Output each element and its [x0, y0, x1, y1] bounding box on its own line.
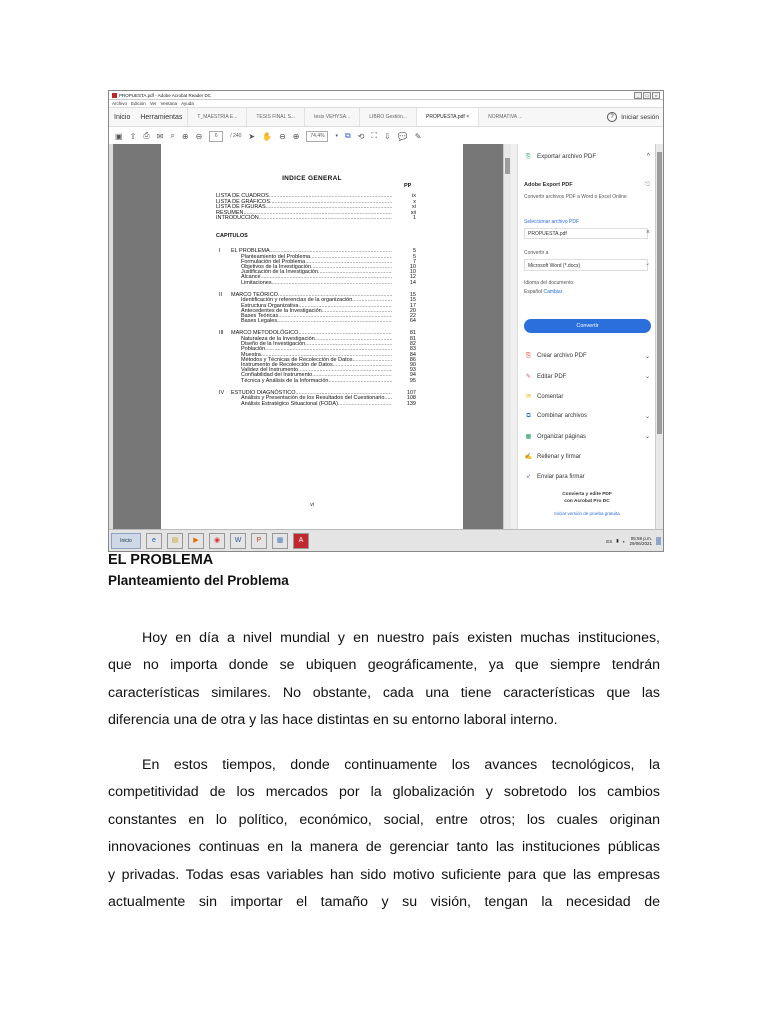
system-tray — [606, 536, 664, 546]
language-value: Español — [524, 289, 543, 295]
toc-item-2-4-page: 86 — [409, 356, 416, 363]
toc-item-1-3-label: Bases Teóricas — [241, 313, 279, 319]
tray-network-icon[interactable]: ▮ — [616, 538, 619, 543]
toc-item-0-0-page: 5 — [412, 253, 416, 260]
language-label: Idioma del documento: — [524, 280, 575, 286]
panel-scroll-thumb[interactable] — [657, 152, 662, 434]
menu-ayuda[interactable]: Ayuda — [181, 101, 194, 106]
toc-item-0-0-label: Planteamiento del Problema — [241, 253, 311, 260]
toc-item-1-4-dots — [277, 318, 392, 324]
tool-3-label: Combinar archivos — [537, 413, 588, 419]
doc-tab-active-label: PROPUESTA.pdf — [426, 114, 465, 120]
fit-page-icon[interactable]: ⧉ — [344, 131, 351, 140]
doc-tab-1[interactable]: T_MAESTRIA E... — [187, 108, 246, 126]
doc-tab-2[interactable]: TESIS FINAL S... — [246, 108, 304, 126]
document-scroll-thumb[interactable] — [505, 158, 510, 174]
tool-0-label: Crear archivo PDF — [537, 353, 587, 359]
section-subheading: Planteamiento del Problema — [108, 573, 289, 588]
p2-text-1: competitividad de los mercados por la globalización y sobretodo los cambios — [108, 784, 660, 801]
toc-item-0-4-label: Alcance — [241, 274, 261, 281]
toc-item-1-4-page: 64 — [409, 318, 416, 325]
acrobat-app-icon — [112, 93, 117, 98]
page-number-input[interactable]: 6 — [209, 131, 223, 142]
pdf-page — [161, 144, 463, 529]
comment-tool-icon[interactable]: 💬 — [397, 131, 408, 141]
toc-item-0-4-page: 12 — [409, 274, 416, 281]
signin-link[interactable]: Iniciar sesión — [621, 113, 659, 121]
send-sign-icon: ➶ — [525, 474, 532, 480]
tool-4-chevron-icon[interactable]: ⌄ — [644, 434, 650, 440]
notes-icon[interactable]: ▦ — [272, 533, 288, 549]
toc-item-0-5-label: Limitaciones — [241, 279, 272, 286]
next-page-icon[interactable]: ⊖ — [195, 131, 203, 141]
toc-chapter-2-label: MARCO METODOLÓGICO — [231, 330, 299, 337]
selected-file-field[interactable] — [524, 228, 648, 239]
tray-volume-icon[interactable]: ◐ — [622, 538, 626, 544]
word-icon[interactable]: W — [230, 533, 246, 549]
toc-item-2-6-page: 93 — [409, 367, 416, 374]
select-tool-icon[interactable]: ➤ — [248, 131, 256, 141]
doc-tab-4[interactable]: LIBRO Gestión... — [359, 108, 416, 126]
toc-item-0-5-page: 14 — [409, 279, 416, 286]
powerpoint-icon[interactable]: P — [251, 533, 267, 549]
format-dropdown-icon[interactable]: ⌄ — [644, 261, 650, 267]
p2-text-4: y privadas. Todas esas variables han sido motivo suficiente para que las empresas — [108, 866, 660, 883]
toc-item-1-0-page: 15 — [409, 297, 416, 304]
zoom-dropdown-icon[interactable]: ▾ — [335, 133, 338, 139]
menu-ventana[interactable]: Ventana — [160, 101, 178, 106]
email-icon[interactable]: ✉ — [156, 131, 164, 141]
toc-item-2-3-label: Muestra — [241, 351, 261, 358]
toc-item-2-5-page: 90 — [409, 362, 416, 368]
toc-chapter-2-page: 81 — [409, 330, 416, 337]
pdf-canvas[interactable] — [113, 144, 503, 529]
toc-item-2-8[interactable] — [241, 378, 416, 384]
window-titlebar — [109, 91, 663, 100]
toc-chapter-1-page: 15 — [409, 291, 416, 298]
ie-browser-icon[interactable]: e — [146, 533, 162, 549]
toc-entry-4-page: 1 — [412, 215, 416, 222]
tool-5[interactable] — [524, 453, 581, 460]
export-title: Exportar archivo PDF — [537, 153, 597, 160]
toc-item-0-5[interactable] — [241, 280, 416, 286]
toc-item-1-3-page: 22 — [409, 313, 416, 319]
comment-icon: ✉ — [525, 394, 532, 400]
media-player-icon[interactable]: ▶ — [188, 533, 204, 549]
toc-item-2-7-label: Confiabilidad del Instrumento — [241, 372, 313, 379]
toc-chapter-1-label: MARCO TEÓRICO — [231, 291, 278, 298]
p1-text-2: características similares. No obstante, cada una tiene características que las — [108, 684, 660, 701]
p2-line-0 — [108, 752, 660, 779]
convert-format-select[interactable] — [524, 259, 648, 271]
tool-4[interactable] — [524, 433, 586, 440]
windows-taskbar — [109, 529, 664, 552]
convert-format-value: Microsoft Word (*.docx) — [528, 263, 581, 269]
organize-icon: ▦ — [525, 434, 532, 440]
zoom-in-icon[interactable]: ⊕ — [292, 131, 300, 141]
window-controls — [634, 92, 660, 99]
doc-tab-3[interactable]: tesis VEHYSA... — [304, 108, 359, 126]
tool-0[interactable] — [524, 353, 587, 360]
toc-item-2-4-label: Métodos y Técnicas de Recolección de Datos — [241, 356, 353, 363]
chapter-heading: EL PROBLEMA — [108, 552, 214, 568]
toc-entry-1-label: LISTA DE GRÁFICOS — [216, 198, 270, 205]
toc-item-0-1-label: Formulación del Problema — [241, 258, 306, 265]
tool-6[interactable] — [524, 473, 585, 480]
p1-text-0: Hoy en día a nivel mundial y en nuestro país existen muchas instituciones, — [142, 630, 660, 646]
toc-chapter-3-page: 107 — [406, 389, 416, 396]
menu-bar — [109, 100, 663, 108]
p1-line-2 — [108, 680, 660, 707]
toc-item-2-1-page: 82 — [409, 341, 416, 348]
scroll-mode-icon[interactable]: ⇩ — [384, 131, 391, 141]
minimize-button[interactable]: _ — [634, 92, 642, 99]
toc-item-2-8-label: Técnica y Análisis de la Información — [241, 377, 329, 384]
language-change-link[interactable]: Cambiar — [543, 289, 563, 295]
tool-1[interactable] — [524, 373, 566, 380]
toc-item-3-1-page: 139 — [406, 400, 416, 407]
tool-0-chevron-icon[interactable]: ⌄ — [644, 354, 650, 360]
export-pdf-icon: ⎘ — [526, 153, 531, 160]
toc-title: INDICE GENERAL — [282, 175, 342, 182]
toc-item-3-1[interactable] — [241, 401, 416, 407]
rotate-icon[interactable]: ⟲ — [357, 131, 365, 141]
toc-item-0-5-dots — [272, 280, 392, 286]
share-icon[interactable]: ⎋ — [645, 182, 650, 188]
toc-chapter-num-0: I — [219, 248, 221, 254]
fill-sign-icon: ✍ — [524, 454, 533, 460]
hand-tool-icon[interactable]: ✋ — [262, 131, 273, 141]
toc-item-1-1-page: 17 — [409, 302, 416, 309]
toc-item-1-0-label: Identificación y referencias de la organización — [241, 297, 353, 304]
toc-entry-2-label: LISTA DE FIGURAS — [216, 204, 266, 211]
p1-text-3: diferencia una de otra y las hace distintas en su entorno laboral interno. — [108, 712, 558, 729]
export-header[interactable] — [524, 153, 596, 161]
tab-tools[interactable]: Herramientas — [140, 113, 183, 121]
tool-1-chevron-icon[interactable]: ⌄ — [644, 374, 650, 380]
tray-clock[interactable] — [629, 536, 652, 546]
p2-line-4 — [108, 862, 660, 889]
p1-line-3 — [108, 707, 660, 734]
toc-item-0-2-page: 10 — [409, 264, 416, 270]
doc-tab-active[interactable] — [416, 108, 478, 126]
toc-entry-3-label: RESUMEN — [216, 209, 244, 216]
tool-2-label: Comentar — [537, 394, 564, 400]
selected-file-name: PROPUESTA.pdf — [528, 231, 567, 237]
tab-bar — [109, 108, 663, 127]
search-icon[interactable]: ⌕ — [170, 131, 175, 140]
window-title: PROPUESTA.pdf - Adobe Acrobat Reader DC — [119, 92, 211, 98]
tray-language[interactable]: ES — [606, 538, 613, 544]
toc-item-2-2-page: 83 — [409, 346, 416, 353]
toc-chapters-header: CAPITULOS — [216, 233, 248, 239]
service-desc: Convertir archivos PDF a Word o Excel Online — [524, 194, 627, 200]
p2-line-2 — [108, 807, 660, 834]
tool-6-label: Enviar para firmar — [537, 474, 585, 480]
tray-time: 05:59 p.m. — [630, 536, 652, 541]
toc-item-0-3-label: Justificación de la Investigación — [241, 269, 319, 276]
p2-text-5: actualmente sin importar el tamaño y su visión, tengan la necesidad de — [108, 894, 660, 910]
convert-to-label: Convertir a — [524, 250, 549, 256]
page-footer-number: vi — [310, 502, 314, 508]
toc-entry-3-page: xii — [410, 209, 416, 216]
p2-text-2: constantes en lo político, económico, social, entre otros; los cuales originan — [108, 811, 660, 828]
menu-edicion[interactable]: Edición — [131, 101, 146, 106]
p1-line-1 — [108, 652, 660, 679]
p2-line-1 — [108, 779, 660, 806]
show-desktop-button[interactable] — [656, 537, 661, 545]
p2-text-0: En estos tiempos, donde continuamente los avances tecnológicos, la — [142, 757, 660, 773]
toc-item-3-0-label: Análisis y Presentación de los Resultados del Cuestionario — [241, 395, 385, 402]
promo-line2: con Acrobat Pro DC — [564, 499, 610, 504]
clear-file-icon[interactable]: × — [645, 229, 650, 236]
toc-item-2-1-label: Diseño de la Investigación — [241, 341, 306, 348]
start-button[interactable]: Inicio — [111, 533, 141, 549]
upload-icon[interactable]: ⇧ — [129, 131, 137, 141]
toc-item-1-2-label: Antecedentes de la Investigación — [241, 307, 322, 314]
toc-pp-header: PP — [404, 183, 412, 189]
tab-home[interactable]: Inicio — [114, 113, 131, 121]
p2-text-3: innovaciones continuas en la manera de gerenciar tanto las instituciones públicas — [108, 839, 660, 856]
toc-item-3-0-page: 108 — [406, 395, 416, 402]
toc-item-2-8-dots — [328, 378, 392, 384]
toc-item-2-5-label: Instrumento de Recolección de Datos — [241, 362, 333, 368]
toc-chapter-num-3: IV — [219, 389, 225, 396]
panel-scrollbar[interactable] — [655, 144, 664, 529]
toc-entry-1-page: x — [413, 198, 416, 205]
toc-chapter-num-1: II — [219, 291, 223, 298]
tool-4-label: Organizar páginas — [537, 434, 587, 440]
p2-line-5 — [108, 889, 660, 916]
tool-5-label: Rellenar y firmar — [537, 454, 582, 460]
save-icon[interactable]: ▣ — [115, 131, 123, 141]
prev-page-icon[interactable]: ⊕ — [181, 131, 189, 141]
acrobat-taskbar-icon[interactable]: A — [293, 533, 309, 549]
help-icon[interactable]: ? — [607, 112, 617, 122]
maximize-button[interactable]: □ — [643, 92, 651, 99]
page-total: / 240 — [230, 133, 242, 139]
toc-entry-0-page: ix — [412, 193, 416, 199]
document-area — [109, 144, 663, 529]
toc-item-1-2-page: 20 — [409, 307, 416, 314]
toc-item-2-8-page: 95 — [409, 377, 416, 384]
toc-item-0-2-label: Objetivos de la Investigación — [241, 264, 312, 270]
toc-item-3-1-dots — [338, 401, 392, 407]
toc-item-1-4-label: Bases Legales — [241, 318, 278, 325]
p1-text-1: que no importa donde se ubiquen geográficamente, ya que siempre tendrán — [108, 657, 660, 674]
promo-trial-link[interactable]: Iniciar versión de prueba gratuita — [554, 511, 620, 516]
tool-3[interactable] — [524, 413, 587, 420]
toc-entry-2-page: xi — [412, 204, 416, 211]
toc-entry-4-label: INTRODUCCIÓN — [216, 215, 259, 222]
create-pdf-icon: ⎘ — [526, 353, 531, 359]
toc-item-2-2-label: Población — [241, 346, 266, 353]
tool-1-label: Editar PDF — [537, 374, 567, 380]
menu-ver[interactable]: Ver — [149, 101, 157, 106]
convert-button[interactable]: Convertir — [524, 319, 651, 333]
tray-date: 29/06/2021 — [629, 541, 652, 546]
p1-line-0 — [108, 625, 660, 652]
language-row — [524, 289, 562, 295]
tool-3-chevron-icon[interactable]: ⌄ — [644, 414, 650, 420]
toc-item-2-0-label: Naturaleza de la Investigación — [241, 336, 315, 342]
toc-item-1-1-label: Estructura Organizativa — [241, 302, 299, 309]
export-collapse-icon[interactable]: ^ — [646, 153, 650, 160]
toc-item-2-3-page: 84 — [409, 351, 416, 358]
toc-chapter-0-page: 5 — [412, 248, 416, 254]
right-tools-panel — [517, 144, 656, 529]
service-name: Adobe Export PDF — [524, 182, 573, 188]
toc-chapter-num-2: III — [219, 330, 224, 337]
toc-item-2-6-label: Validez del Instrumento — [241, 367, 299, 374]
edit-pdf-icon: ✎ — [525, 374, 532, 380]
tab-close-icon[interactable]: × — [466, 114, 470, 120]
toc-entry-4-dots — [259, 215, 392, 221]
toc-chapter-3-label: ESTUDIO DIAGNÓSTICO — [231, 389, 296, 396]
combine-icon: ⧉ — [526, 413, 531, 419]
toc-item-0-1-page: 7 — [412, 258, 416, 265]
select-file-label: Seleccionar archivo PDF — [524, 219, 580, 225]
toc-item-0-3-page: 10 — [409, 269, 416, 276]
toc-item-2-0-page: 81 — [409, 336, 416, 342]
toc-entry-4[interactable] — [216, 215, 416, 221]
full-screen-icon[interactable]: ⛶ — [371, 131, 378, 140]
help-signin — [607, 112, 663, 122]
chrome-icon[interactable]: ◉ — [209, 533, 225, 549]
doc-tab-6[interactable]: NORMATIVA ... — [478, 108, 531, 126]
zoom-out-icon[interactable]: ⊖ — [279, 131, 286, 141]
toc-item-1-4[interactable] — [241, 318, 416, 324]
toc-entry-0-label: LISTA DE CUADROS — [216, 193, 269, 199]
close-button[interactable]: × — [652, 92, 660, 99]
menu-archivo[interactable]: Archivo — [112, 101, 128, 106]
zoom-level-select[interactable]: 74,4% — [306, 131, 328, 142]
toc-chapter-0-label: EL PROBLEMA — [231, 248, 270, 254]
promo-line1: Convierta y edite PDF — [562, 492, 612, 497]
toc-item-2-7-page: 94 — [409, 372, 416, 379]
embedded-screenshot — [108, 90, 664, 552]
file-explorer-icon[interactable]: ▤ — [167, 533, 183, 549]
p2-line-3 — [108, 834, 660, 861]
tool-2[interactable] — [524, 393, 563, 400]
print-icon[interactable]: ⎙ — [143, 131, 150, 140]
toc-item-3-1-label: Análisis Estratégico Situacional (FODA) — [241, 400, 338, 407]
pen-tool-icon[interactable]: ✎ — [414, 131, 422, 141]
